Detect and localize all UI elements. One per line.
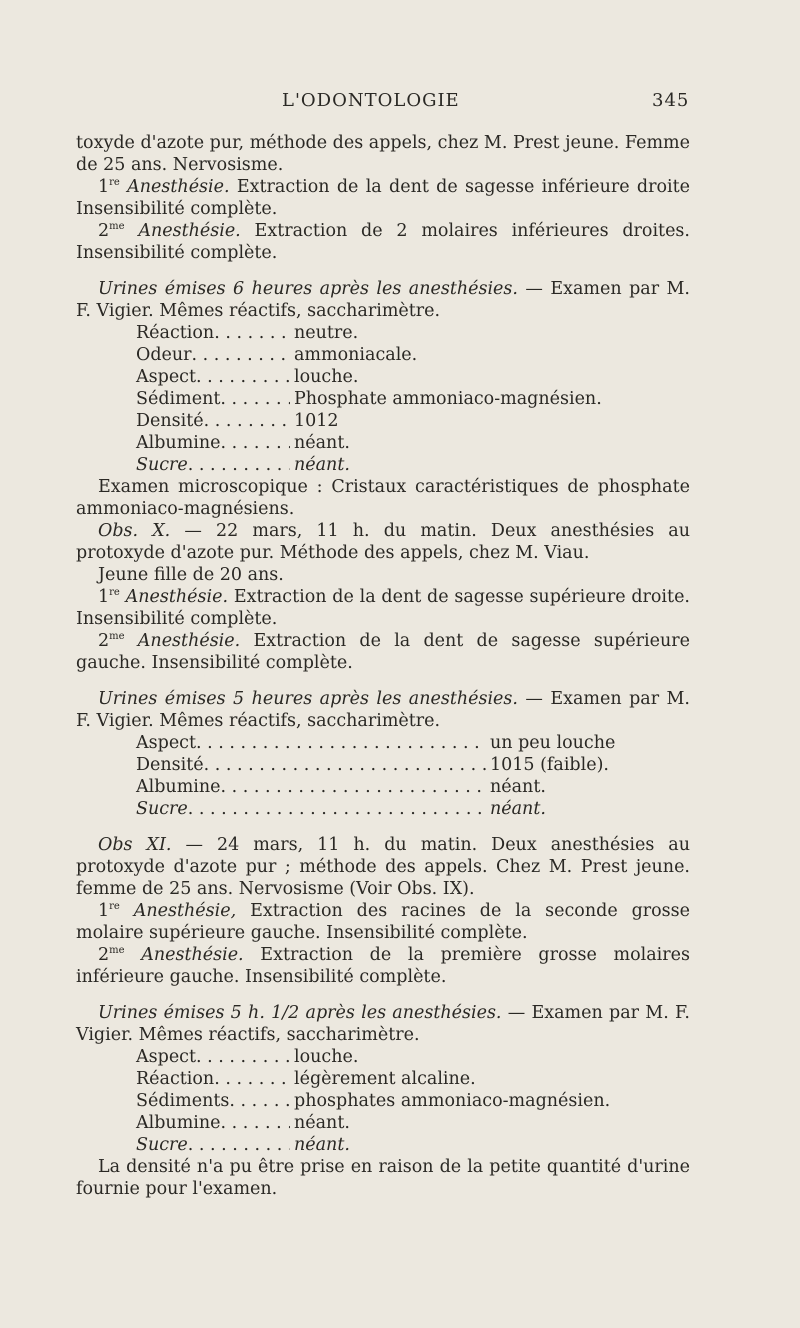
table-row: Aspect . . . louche. [76, 1046, 576, 1068]
anesthesia-2: $2^{me}$ Anesthésie. Extraction de la dent de sagesse supérieure gauche. Insensibilité complète. [76, 631, 690, 673]
table-row: Albumine . . . néant. [76, 776, 626, 798]
body-text [76, 132, 690, 1200]
table-row: Aspect . . . louche. [76, 366, 506, 388]
microscopic-exam: Examen microscopique : Cristaux caractéristiques de phosphate ammoniaco-magnésiens. [76, 477, 690, 519]
paragraph: toxyde d'azote pur, méthode des appels, chez M. Prest jeune. Femme de 25 ans. Nervosisme. [76, 133, 690, 175]
anesthesia-1: 1re Anesthésie. Extraction de la dent de sagesse inférieure droite Insensibilité complète. [76, 177, 690, 219]
closing-paragraph: La densité n'a pu être prise en raison de la petite quantité d'urine fournie pour l'examen. [76, 1157, 690, 1199]
anesthesia-1: 1re Anesthésie. Extraction de la dent de sagesse supérieure droite. Insensibilité complète. [76, 587, 690, 629]
running-head: L'ODONTOLOGIE [282, 90, 460, 111]
anesthesia-2: $2^{me}$ Anesthésie. Extraction de la première grosse molaires inférieure gauche. Insensibilité complète. [76, 945, 690, 987]
table-row: Sucre . . . néant. [76, 1134, 576, 1156]
table-row: Densité . . . 1012 [76, 410, 506, 432]
table-row: Albumine . . . néant. [76, 1112, 576, 1134]
page-number: 345 [652, 90, 690, 111]
urine-table [76, 1046, 690, 1156]
urine-table [76, 322, 690, 476]
urine-intro: Urines émises 6 heures après les anesthésies. — Examen par M. F. Vigier. Mêmes réactifs, saccharimètre. [76, 279, 690, 321]
table-row: Densité . . . 1015 (faible). [76, 754, 626, 776]
table-row: Sédiments . . . phosphates ammoniaco-magnésien. [76, 1090, 576, 1112]
table-row: Sucre . . . néant. [76, 454, 506, 476]
table-row: Odeur . . . ammoniacale. [76, 344, 506, 366]
table-row: Sucre . . . néant. [76, 798, 626, 820]
patient-line: Jeune fille de 20 ans. [98, 565, 284, 585]
anesthesia-1: 1re Anesthésie, Extraction des racines de la seconde grosse molaire supérieure gauche. Insensibilité complète. [76, 901, 690, 943]
observation-x: Obs. X. — 22 mars, 11 h. du matin. Deux anesthésies au protoxyde d'azote pur. Méthode des appels, chez M. Viau. [76, 521, 690, 563]
table-row: Aspect . . . un peu louche [76, 732, 626, 754]
anesthesia-2: $2^{me}$ Anesthésie. Extraction de 2 molaires inférieures droites. Insensibilité complète. [76, 221, 690, 263]
table-row: Réaction . . . neutre. [76, 322, 506, 344]
table-row: Albumine . . . néant. [76, 432, 506, 454]
urine-table [76, 732, 690, 820]
table-row: Sédiment . . . Phosphate ammoniaco-magnésien. [76, 388, 506, 410]
urine-intro: Urines émises 5 heures après les anesthésies. — Examen par M. F. Vigier. Mêmes réactifs, saccharimètre. [76, 689, 690, 731]
page-header [0, 90, 800, 118]
observation-xi: Obs XI. — 24 mars, 11 h. du matin. Deux anesthésies au protoxyde d'azote pur ; méthode des appels. Chez M. Prest jeune. femme de 25 ans. Nervosisme (Voir Obs. IX). [76, 835, 690, 899]
urine-intro: Urines émises 5 h. 1/2 après les anesthésies. — Examen par M. F. Vigier. Mêmes réactifs, saccharimètre. [76, 1003, 690, 1045]
table-row: Réaction . . . légèrement alcaline. [76, 1068, 576, 1090]
